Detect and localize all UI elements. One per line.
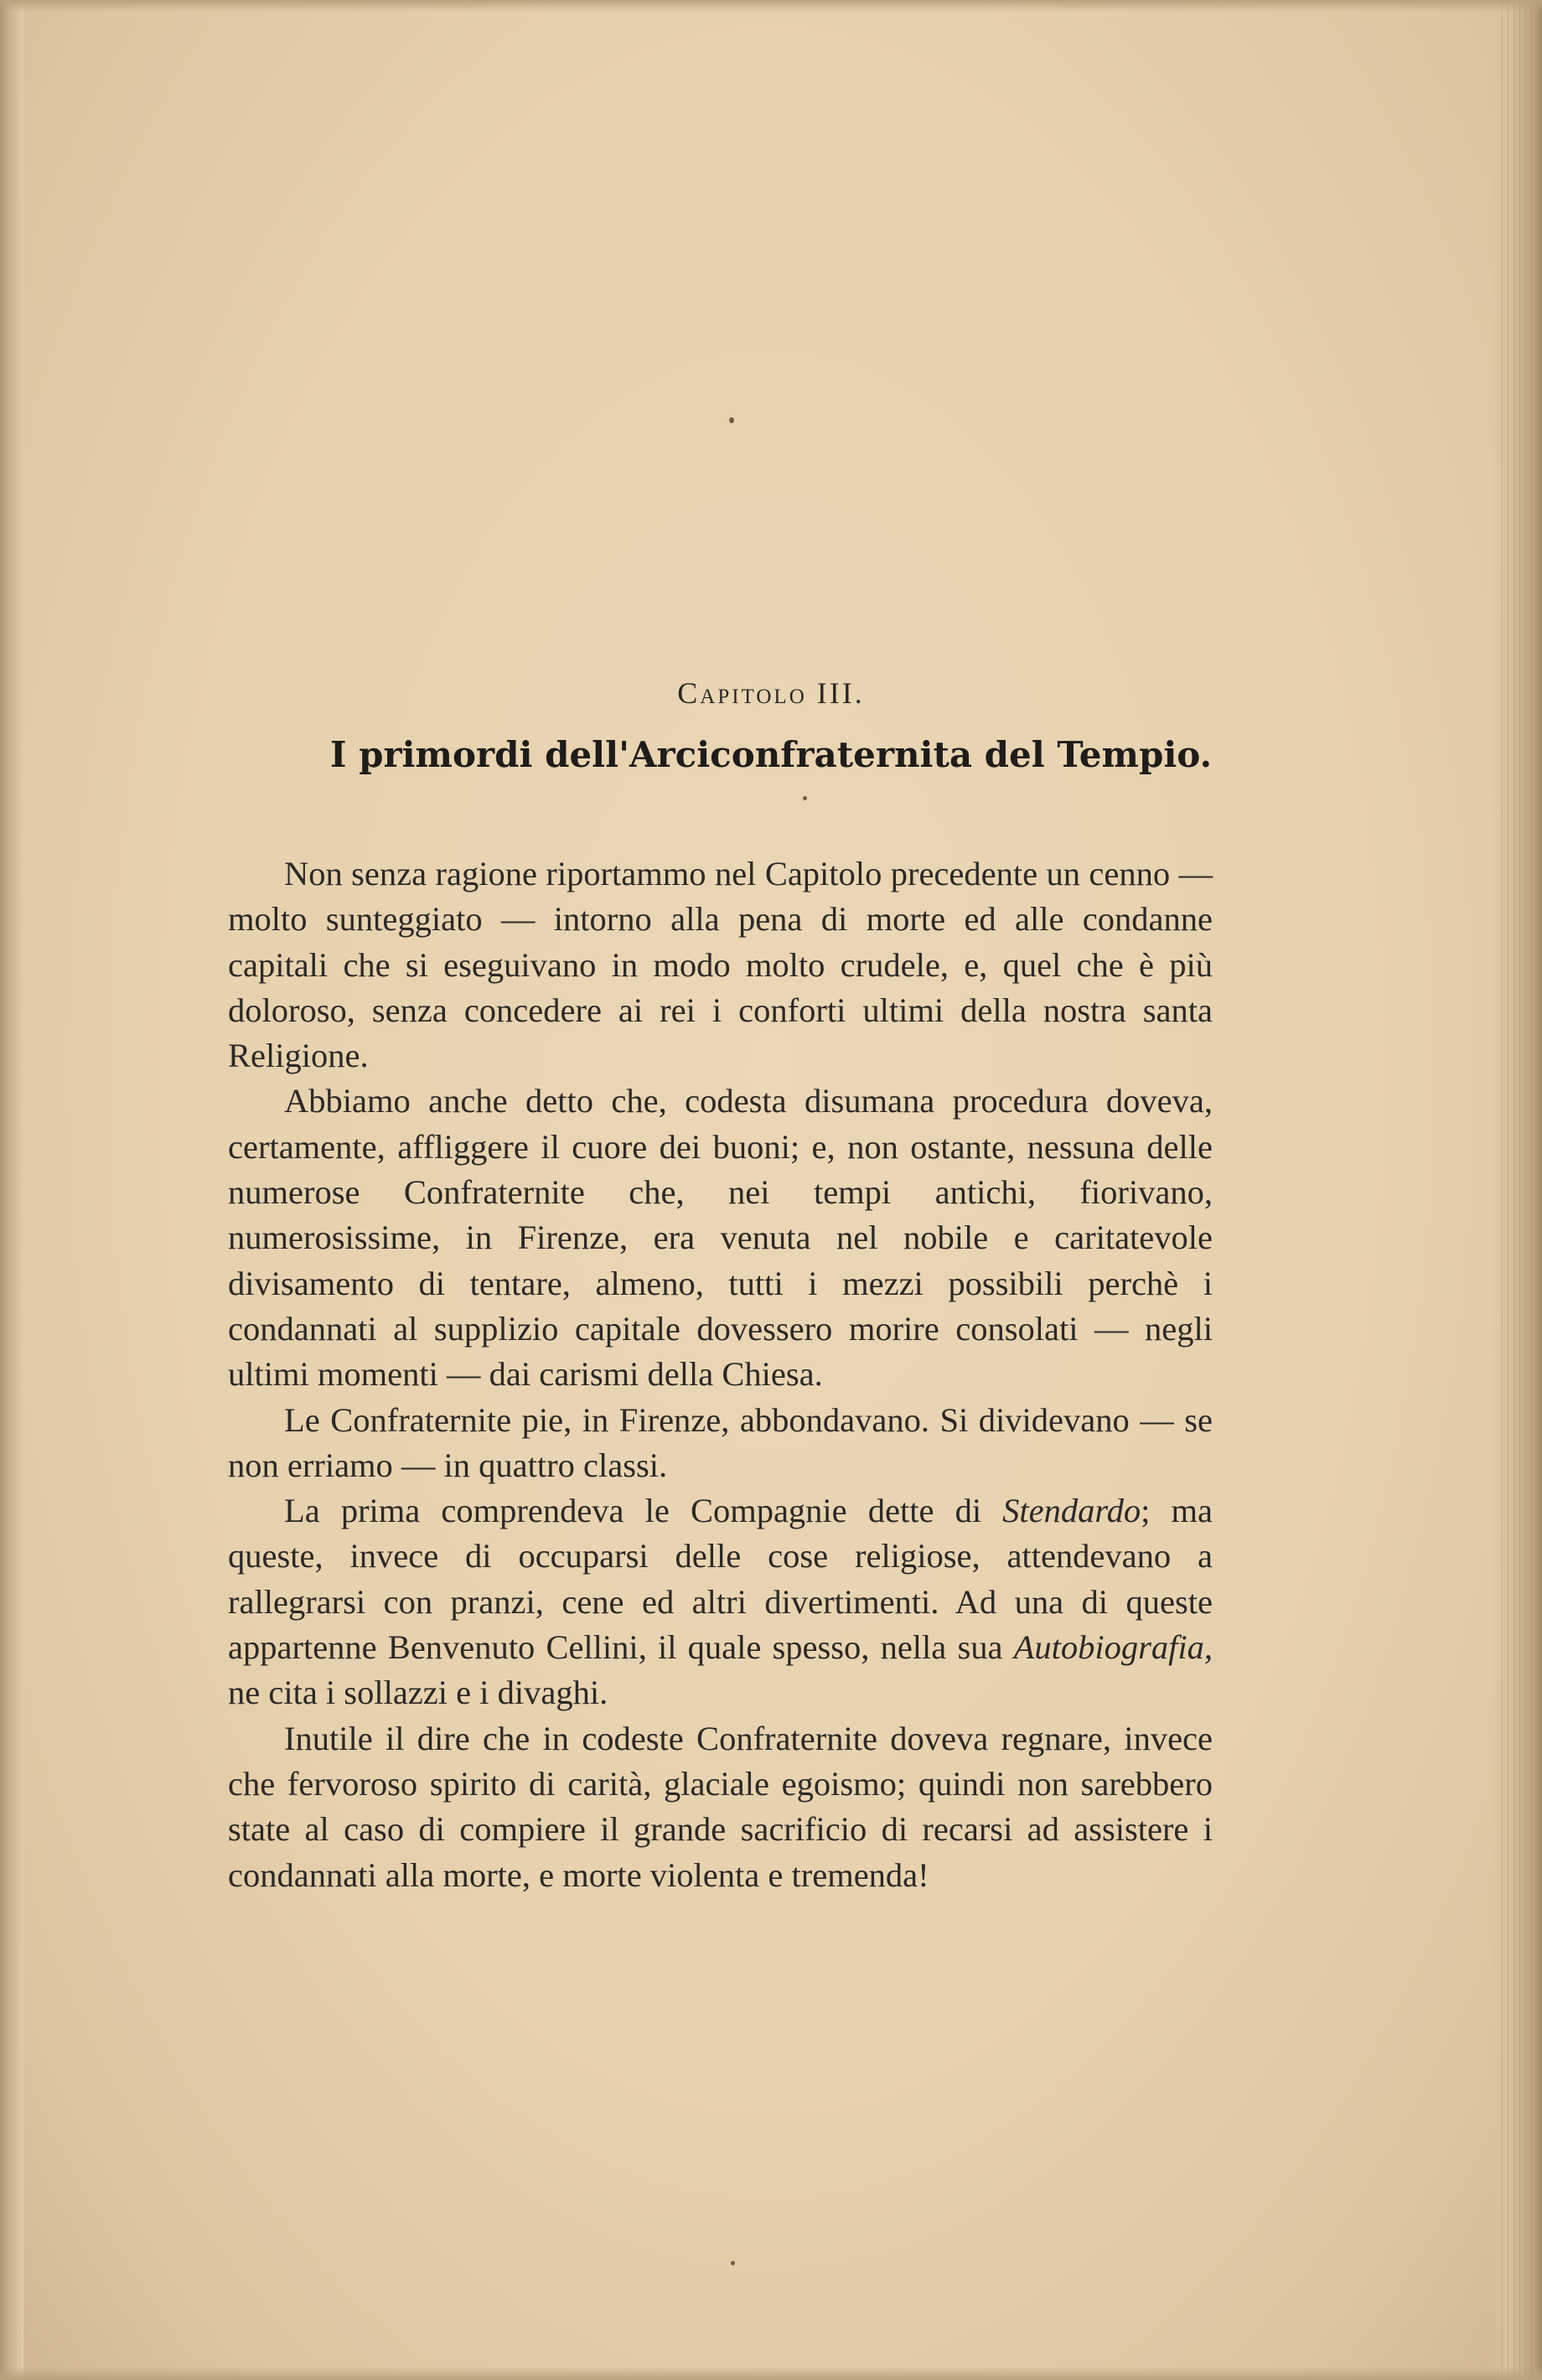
paper-speck bbox=[731, 2261, 735, 2265]
chapter-title: I primordi dell'Arciconfraternita del Tempio. bbox=[329, 734, 1213, 775]
body-paragraph bbox=[228, 1079, 1213, 1397]
italic-title: Stendardo bbox=[1002, 1492, 1141, 1530]
paragraph-text: Non senza ragione riportammo nel Capitolo precedente un cenno — molto sunteggiato — intorno alla pena di morte ed alle condanne capitali che si eseguivano in modo molto crudele, e, quel che è più doloroso, senza concedere ai rei i conforti ultimi della nostra santa Religione. bbox=[228, 855, 1213, 1075]
body-paragraph bbox=[228, 1488, 1213, 1715]
page-stack-edges bbox=[1502, 0, 1535, 2380]
body-paragraph bbox=[228, 851, 1213, 1079]
paragraph-text: ne cita i sollazzi e i divaghi. bbox=[228, 1674, 608, 1712]
paragraph-text: Le Confraternite pie, in Firenze, abbondavano. Si dividevano — se non erriamo — in quattro classi. bbox=[228, 1400, 1213, 1484]
paragraph-text: Inutile il dire che in codeste Confraternite doveva regnare, invece che fervoroso spirito di carità, glaciale egoismo; quindi non sarebbero state al caso di compiere il grande sacrificio di recarsi ad assistere i condannati alla morte, e morte violenta e tremenda! bbox=[228, 1719, 1213, 1894]
body-paragraph bbox=[228, 1398, 1213, 1489]
chapter-number: Capitolo III. bbox=[677, 676, 865, 710]
body-paragraph bbox=[228, 1716, 1213, 1898]
paper-speck bbox=[803, 796, 807, 800]
paper-speck bbox=[729, 417, 734, 423]
page-bottom-edge bbox=[0, 2367, 1542, 2380]
paragraph-text: La prima comprendeva le Compagnie dette di bbox=[284, 1492, 1003, 1530]
page-gutter-shadow bbox=[0, 0, 23, 2380]
italic-title: Autobiografia, bbox=[1013, 1628, 1213, 1667]
page-top-edge bbox=[0, 0, 1542, 12]
paragraph-text: Abbiamo anche detto che, codesta disumana procedura doveva, certamente, affliggere il cuore dei buoni; e, non ostante, nessuna delle numerose Confraternite che, nei tempi antichi, fiorivano, numerosissime, in Firenze, era venuta nel nobile e caritatevole divisamento di tentare, almeno, tutti i mezzi possibili perchè i condannati al supplizio capitale dovessero morire consolati — negli ultimi momenti — dai carismi della Chiesa. bbox=[228, 1082, 1213, 1394]
paragraph-text: ; ma queste, invece di occuparsi delle cose religiose, attendevano a rallegrarsi con pranzi, cene ed altri divertimenti. Ad una di queste appartenne Benvenuto Cellini, il quale spesso, nella sua bbox=[228, 1492, 1213, 1667]
chapter-body bbox=[228, 851, 1213, 1898]
